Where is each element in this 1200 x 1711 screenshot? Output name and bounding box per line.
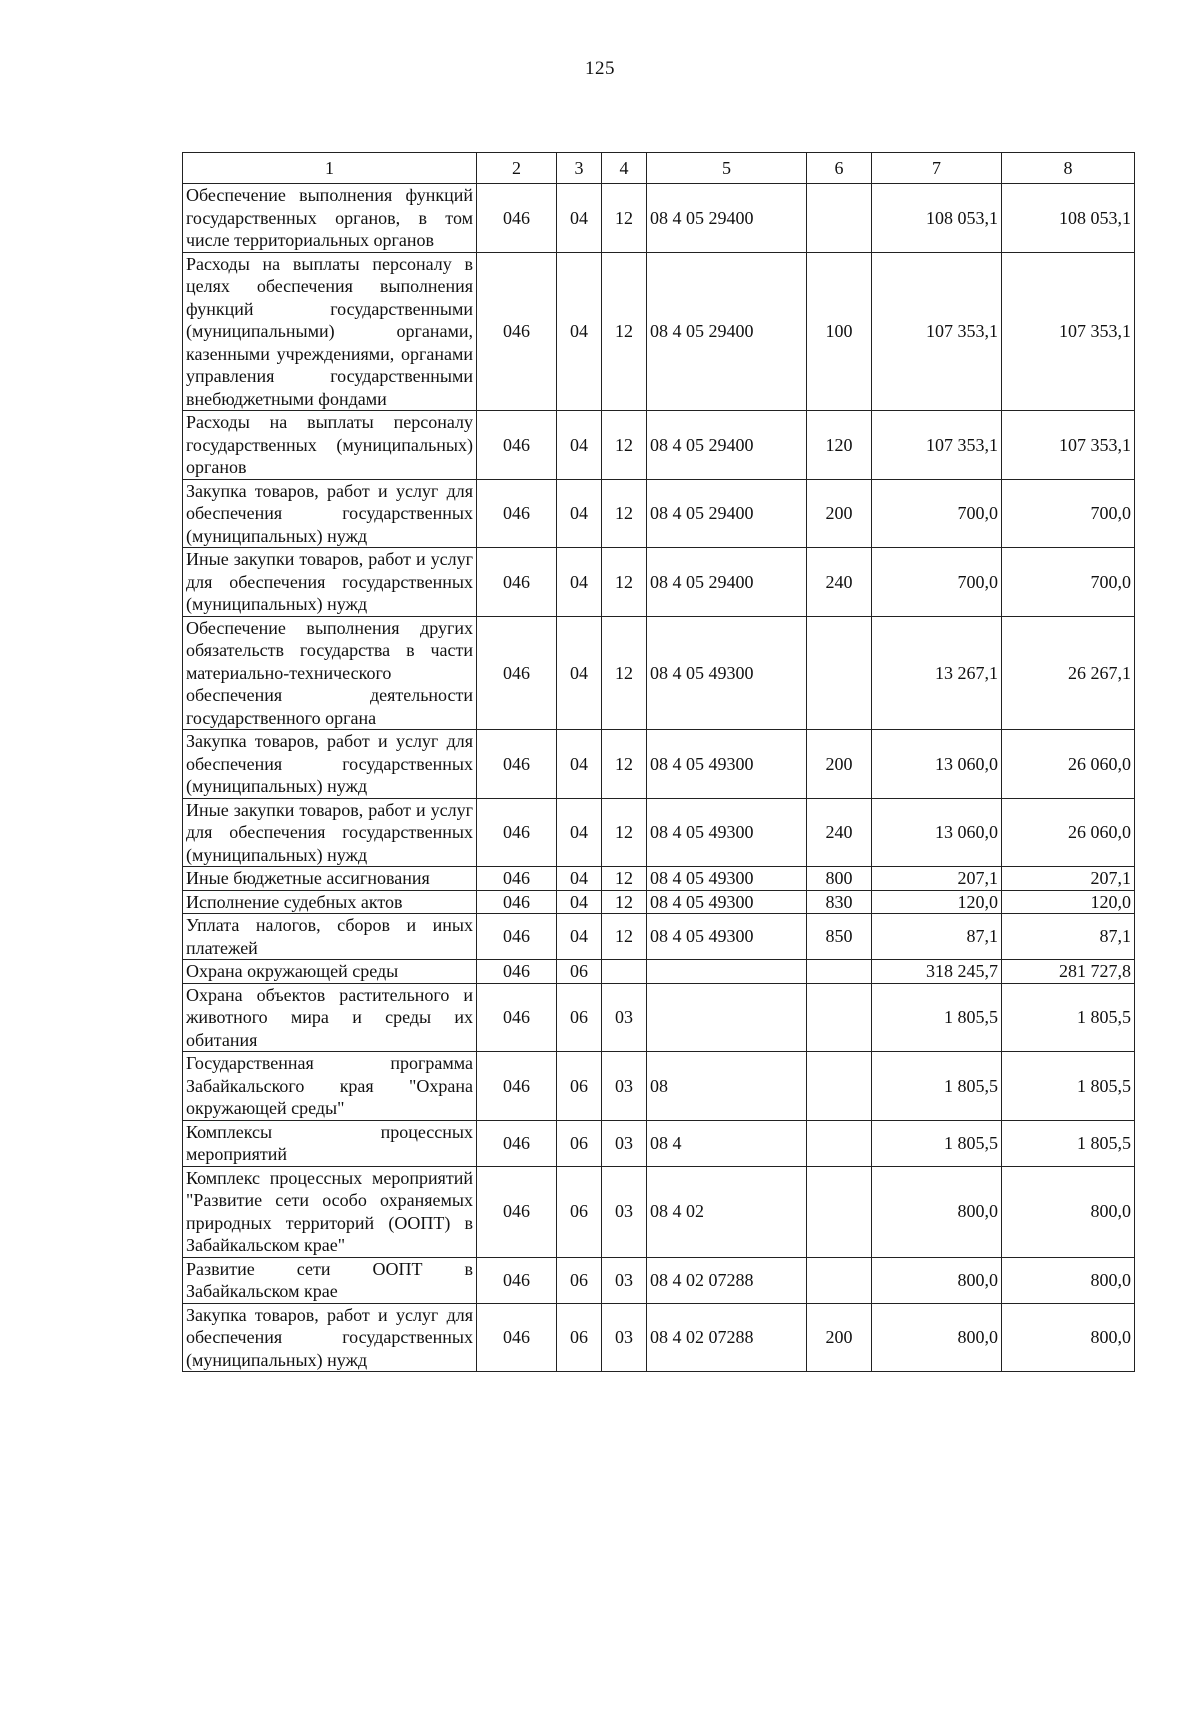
- table-row: [183, 1166, 1135, 1257]
- expenditure-name-cell: Исполнение судебных актов: [183, 890, 477, 914]
- expense-type-cell: 240: [807, 548, 872, 617]
- expense-type-cell: [807, 960, 872, 984]
- amount-col8-cell: 207,1: [1002, 867, 1135, 891]
- target-article-cell: 08 4 05 49300: [647, 798, 807, 867]
- subsection-code-cell: 12: [602, 479, 647, 548]
- amount-col8-cell: 26 060,0: [1002, 730, 1135, 799]
- amount-col7-cell: 800,0: [872, 1166, 1002, 1257]
- section-code-cell: 04: [557, 184, 602, 253]
- subsection-code-cell: 03: [602, 1120, 647, 1166]
- expenditure-name-cell: Охрана окружающей среды: [183, 960, 477, 984]
- expense-type-cell: [807, 1257, 872, 1303]
- grbs-code-cell: 046: [477, 616, 557, 730]
- section-code-cell: 04: [557, 890, 602, 914]
- amount-col7-cell: 1 805,5: [872, 983, 1002, 1052]
- target-article-cell: [647, 960, 807, 984]
- expense-type-cell: [807, 1052, 872, 1121]
- target-article-cell: 08 4 02 07288: [647, 1257, 807, 1303]
- section-code-cell: 04: [557, 252, 602, 411]
- target-article-cell: 08 4 05 49300: [647, 616, 807, 730]
- target-article-cell: 08 4 05 49300: [647, 730, 807, 799]
- expense-type-cell: 830: [807, 890, 872, 914]
- header-cell-2: 2: [477, 153, 557, 184]
- header-cell-5: 5: [647, 153, 807, 184]
- amount-col7-cell: 700,0: [872, 548, 1002, 617]
- subsection-code-cell: 12: [602, 616, 647, 730]
- amount-col7-cell: 700,0: [872, 479, 1002, 548]
- subsection-code-cell: 12: [602, 867, 647, 891]
- expense-type-cell: 100: [807, 252, 872, 411]
- table-row: [183, 1120, 1135, 1166]
- amount-col7-cell: 13 267,1: [872, 616, 1002, 730]
- expense-type-cell: 120: [807, 411, 872, 480]
- expenditure-name-cell: Иные бюджетные ассигнования: [183, 867, 477, 891]
- subsection-code-cell: 03: [602, 983, 647, 1052]
- header-cell-7: 7: [872, 153, 1002, 184]
- grbs-code-cell: 046: [477, 1120, 557, 1166]
- amount-col8-cell: 1 805,5: [1002, 983, 1135, 1052]
- grbs-code-cell: 046: [477, 479, 557, 548]
- target-article-cell: 08 4 05 49300: [647, 914, 807, 960]
- subsection-code-cell: 12: [602, 411, 647, 480]
- header-cell-8: 8: [1002, 153, 1135, 184]
- section-code-cell: 04: [557, 798, 602, 867]
- expenditure-name-cell: Обеспечение выполнения других обязательств государства в части материально-технического обеспечения деятельности государственного органа: [183, 616, 477, 730]
- amount-col7-cell: 107 353,1: [872, 252, 1002, 411]
- table-row: [183, 890, 1135, 914]
- section-code-cell: 04: [557, 479, 602, 548]
- subsection-code-cell: 12: [602, 914, 647, 960]
- amount-col7-cell: 13 060,0: [872, 798, 1002, 867]
- section-code-cell: 06: [557, 1052, 602, 1121]
- expenditure-name-cell: Закупка товаров, работ и услуг для обеспечения государственных (муниципальных) нужд: [183, 479, 477, 548]
- expenditure-name-cell: Закупка товаров, работ и услуг для обеспечения государственных (муниципальных) нужд: [183, 730, 477, 799]
- amount-col8-cell: 800,0: [1002, 1166, 1135, 1257]
- subsection-code-cell: [602, 960, 647, 984]
- expense-type-cell: [807, 1166, 872, 1257]
- expenditure-name-cell: Государственная программа Забайкальского края "Охрана окружающей среды": [183, 1052, 477, 1121]
- section-code-cell: 04: [557, 867, 602, 891]
- expense-type-cell: [807, 616, 872, 730]
- table-row: [183, 983, 1135, 1052]
- grbs-code-cell: 046: [477, 914, 557, 960]
- amount-col7-cell: 207,1: [872, 867, 1002, 891]
- table-row: [183, 411, 1135, 480]
- amount-col7-cell: 1 805,5: [872, 1052, 1002, 1121]
- amount-col7-cell: 13 060,0: [872, 730, 1002, 799]
- grbs-code-cell: 046: [477, 798, 557, 867]
- subsection-code-cell: 03: [602, 1257, 647, 1303]
- expenditure-name-cell: Обеспечение выполнения функций государственных органов, в том числе территориальных органов: [183, 184, 477, 253]
- expenditure-name-cell: Уплата налогов, сборов и иных платежей: [183, 914, 477, 960]
- expenditure-name-cell: Расходы на выплаты персоналу государственных (муниципальных) органов: [183, 411, 477, 480]
- amount-col8-cell: 120,0: [1002, 890, 1135, 914]
- amount-col8-cell: 1 805,5: [1002, 1052, 1135, 1121]
- amount-col8-cell: 107 353,1: [1002, 411, 1135, 480]
- subsection-code-cell: 12: [602, 890, 647, 914]
- amount-col8-cell: 700,0: [1002, 548, 1135, 617]
- expense-type-cell: 850: [807, 914, 872, 960]
- amount-col7-cell: 800,0: [872, 1303, 1002, 1372]
- target-article-cell: 08 4 05 29400: [647, 411, 807, 480]
- section-code-cell: 04: [557, 616, 602, 730]
- expenditure-name-cell: Охрана объектов растительного и животного мира и среды их обитания: [183, 983, 477, 1052]
- header-cell-1: 1: [183, 153, 477, 184]
- target-article-cell: 08 4 05 29400: [647, 479, 807, 548]
- subsection-code-cell: 12: [602, 730, 647, 799]
- expense-type-cell: 200: [807, 730, 872, 799]
- grbs-code-cell: 046: [477, 184, 557, 253]
- section-code-cell: 06: [557, 960, 602, 984]
- subsection-code-cell: 03: [602, 1303, 647, 1372]
- grbs-code-cell: 046: [477, 548, 557, 617]
- expense-type-cell: 200: [807, 479, 872, 548]
- section-code-cell: 06: [557, 1257, 602, 1303]
- subsection-code-cell: 12: [602, 252, 647, 411]
- table-row: [183, 616, 1135, 730]
- amount-col8-cell: 107 353,1: [1002, 252, 1135, 411]
- amount-col7-cell: 87,1: [872, 914, 1002, 960]
- subsection-code-cell: 12: [602, 548, 647, 617]
- amount-col8-cell: 281 727,8: [1002, 960, 1135, 984]
- table-row: [183, 184, 1135, 253]
- section-code-cell: 04: [557, 730, 602, 799]
- table-row: [183, 548, 1135, 617]
- grbs-code-cell: 046: [477, 960, 557, 984]
- amount-col8-cell: 800,0: [1002, 1257, 1135, 1303]
- target-article-cell: 08: [647, 1052, 807, 1121]
- target-article-cell: 08 4 05 49300: [647, 867, 807, 891]
- grbs-code-cell: 046: [477, 983, 557, 1052]
- subsection-code-cell: 03: [602, 1166, 647, 1257]
- grbs-code-cell: 046: [477, 1303, 557, 1372]
- section-code-cell: 06: [557, 1166, 602, 1257]
- expenditure-name-cell: Расходы на выплаты персоналу в целях обеспечения выполнения функций государственными (муниципальными) органами, казенными учреждениями, органами управления государственными внебюджетными фондами: [183, 252, 477, 411]
- grbs-code-cell: 046: [477, 1166, 557, 1257]
- budget-table: [182, 152, 1135, 1372]
- expense-type-cell: [807, 1120, 872, 1166]
- grbs-code-cell: 046: [477, 730, 557, 799]
- expenditure-name-cell: Развитие сети ООПТ в Забайкальском крае: [183, 1257, 477, 1303]
- grbs-code-cell: 046: [477, 1257, 557, 1303]
- target-article-cell: 08 4 02 07288: [647, 1303, 807, 1372]
- grbs-code-cell: 046: [477, 867, 557, 891]
- expenditure-name-cell: Комплекс процессных мероприятий "Развитие сети особо охраняемых природных территорий (ООПТ) в Забайкальском крае": [183, 1166, 477, 1257]
- expense-type-cell: 240: [807, 798, 872, 867]
- expenditure-name-cell: Закупка товаров, работ и услуг для обеспечения государственных (муниципальных) нужд: [183, 1303, 477, 1372]
- section-code-cell: 06: [557, 1303, 602, 1372]
- table-row: [183, 252, 1135, 411]
- table-row: [183, 730, 1135, 799]
- amount-col7-cell: 800,0: [872, 1257, 1002, 1303]
- section-code-cell: 06: [557, 1120, 602, 1166]
- table-row: [183, 1303, 1135, 1372]
- expense-type-cell: 800: [807, 867, 872, 891]
- expense-type-cell: 200: [807, 1303, 872, 1372]
- expenditure-name-cell: Иные закупки товаров, работ и услуг для обеспечения государственных (муниципальных) нужд: [183, 548, 477, 617]
- amount-col8-cell: 700,0: [1002, 479, 1135, 548]
- subsection-code-cell: 12: [602, 798, 647, 867]
- amount-col8-cell: 26 060,0: [1002, 798, 1135, 867]
- header-cell-3: 3: [557, 153, 602, 184]
- amount-col8-cell: 1 805,5: [1002, 1120, 1135, 1166]
- grbs-code-cell: 046: [477, 252, 557, 411]
- section-code-cell: 04: [557, 914, 602, 960]
- target-article-cell: 08 4 05 29400: [647, 548, 807, 617]
- table-row: [183, 960, 1135, 984]
- table-row: [183, 1052, 1135, 1121]
- table-row: [183, 479, 1135, 548]
- table-row: [183, 867, 1135, 891]
- expense-type-cell: [807, 983, 872, 1052]
- amount-col7-cell: 120,0: [872, 890, 1002, 914]
- header-cell-6: 6: [807, 153, 872, 184]
- target-article-cell: 08 4 02: [647, 1166, 807, 1257]
- amount-col8-cell: 108 053,1: [1002, 184, 1135, 253]
- amount-col7-cell: 318 245,7: [872, 960, 1002, 984]
- target-article-cell: 08 4: [647, 1120, 807, 1166]
- section-code-cell: 04: [557, 548, 602, 617]
- table-row: [183, 798, 1135, 867]
- section-code-cell: 04: [557, 411, 602, 480]
- amount-col8-cell: 800,0: [1002, 1303, 1135, 1372]
- target-article-cell: 08 4 05 49300: [647, 890, 807, 914]
- target-article-cell: [647, 983, 807, 1052]
- table-row: [183, 914, 1135, 960]
- expenditure-name-cell: Иные закупки товаров, работ и услуг для обеспечения государственных (муниципальных) нужд: [183, 798, 477, 867]
- expense-type-cell: [807, 184, 872, 253]
- table-row: [183, 1257, 1135, 1303]
- target-article-cell: 08 4 05 29400: [647, 184, 807, 253]
- grbs-code-cell: 046: [477, 890, 557, 914]
- amount-col7-cell: 1 805,5: [872, 1120, 1002, 1166]
- subsection-code-cell: 12: [602, 184, 647, 253]
- expenditure-name-cell: Комплексы процессных мероприятий: [183, 1120, 477, 1166]
- section-code-cell: 06: [557, 983, 602, 1052]
- target-article-cell: 08 4 05 29400: [647, 252, 807, 411]
- amount-col8-cell: 26 267,1: [1002, 616, 1135, 730]
- page-number: 125: [585, 58, 615, 79]
- amount-col7-cell: 107 353,1: [872, 411, 1002, 480]
- header-row: [183, 153, 1135, 184]
- header-cell-4: 4: [602, 153, 647, 184]
- amount-col8-cell: 87,1: [1002, 914, 1135, 960]
- subsection-code-cell: 03: [602, 1052, 647, 1121]
- amount-col7-cell: 108 053,1: [872, 184, 1002, 253]
- grbs-code-cell: 046: [477, 1052, 557, 1121]
- grbs-code-cell: 046: [477, 411, 557, 480]
